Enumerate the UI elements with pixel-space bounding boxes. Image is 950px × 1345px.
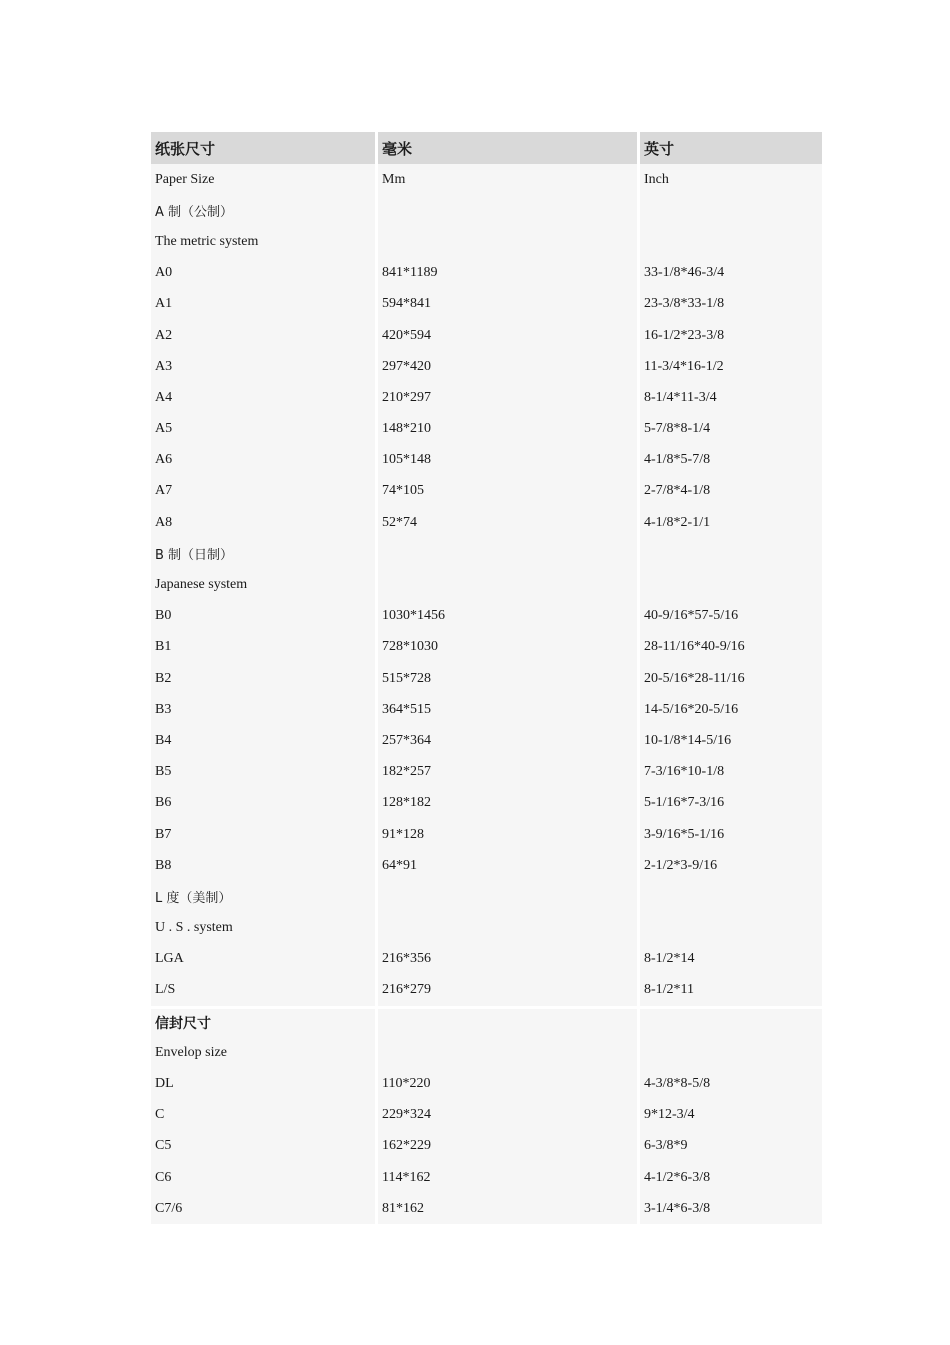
table-row — [151, 850, 822, 881]
size-mm-cell: 182*257 — [378, 757, 640, 788]
size-inch-cell: 11-3/4*16-1/2 — [640, 351, 822, 382]
size-inch-cell: 16-1/2*23-3/8 — [640, 320, 822, 351]
table-row — [151, 320, 822, 351]
size-inch-cell: 7-3/16*10-1/8 — [640, 757, 822, 788]
size-name-cell: A0 — [151, 258, 378, 289]
table-row — [151, 663, 822, 694]
size-name-cell: C5 — [151, 1131, 378, 1162]
size-name-cell: Envelop size — [151, 1037, 378, 1068]
size-inch-cell: 3-1/4*6-3/8 — [640, 1193, 822, 1224]
size-name-cell: 信封尺寸 — [151, 1006, 378, 1037]
size-mm-cell — [378, 881, 640, 912]
size-mm-cell: 257*364 — [378, 725, 640, 756]
table-row — [151, 725, 822, 756]
size-name-cell: A1 — [151, 289, 378, 320]
size-name-cell: B0 — [151, 601, 378, 632]
size-inch-cell: 4-1/8*5-7/8 — [640, 445, 822, 476]
size-inch-cell: 40-9/16*57-5/16 — [640, 601, 822, 632]
size-inch-cell: 6-3/8*9 — [640, 1131, 822, 1162]
size-inch-cell: 8-1/2*11 — [640, 975, 822, 1006]
size-mm-cell: 594*841 — [378, 289, 640, 320]
size-mm-cell: 110*220 — [378, 1068, 640, 1099]
size-mm-cell: Mm — [378, 164, 640, 195]
size-mm-cell: 52*74 — [378, 507, 640, 538]
size-name-cell: B1 — [151, 632, 378, 663]
size-name-cell: U . S . system — [151, 913, 378, 944]
size-name-cell: B3 — [151, 694, 378, 725]
size-inch-cell: 8-1/4*11-3/4 — [640, 382, 822, 413]
size-name-cell: C — [151, 1100, 378, 1131]
size-mm-cell: 841*1189 — [378, 258, 640, 289]
size-inch-cell: 33-1/8*46-3/4 — [640, 258, 822, 289]
size-mm-cell: 81*162 — [378, 1193, 640, 1224]
size-name-cell: B7 — [151, 819, 378, 850]
category-heading-row — [151, 195, 822, 226]
size-name-cell: C7/6 — [151, 1193, 378, 1224]
table-row — [151, 1131, 822, 1162]
category-heading-row — [151, 538, 822, 569]
size-name-cell: The metric system — [151, 226, 378, 257]
size-mm-cell: 74*105 — [378, 476, 640, 507]
size-inch-cell: 2-1/2*3-9/16 — [640, 850, 822, 881]
table-row — [151, 757, 822, 788]
table-row — [151, 569, 822, 600]
size-inch-cell — [640, 569, 822, 600]
table-row — [151, 1193, 822, 1224]
size-inch-cell: 4-1/2*6-3/8 — [640, 1162, 822, 1193]
size-inch-cell: 20-5/16*28-11/16 — [640, 663, 822, 694]
size-name-cell: A6 — [151, 445, 378, 476]
table-row — [151, 975, 822, 1006]
size-mm-cell — [378, 1006, 640, 1037]
size-inch-cell — [640, 913, 822, 944]
size-mm-cell: 364*515 — [378, 694, 640, 725]
size-inch-cell: 9*12-3/4 — [640, 1100, 822, 1131]
size-name-cell: L/S — [151, 975, 378, 1006]
header-row — [151, 132, 822, 164]
size-mm-cell: 420*594 — [378, 320, 640, 351]
table-body — [151, 164, 822, 1224]
size-mm-cell: 114*162 — [378, 1162, 640, 1193]
size-mm-cell — [378, 195, 640, 226]
size-mm-cell — [378, 913, 640, 944]
size-inch-cell — [640, 195, 822, 226]
size-inch-cell: 10-1/8*14-5/16 — [640, 725, 822, 756]
size-name-cell: DL — [151, 1068, 378, 1099]
header-millimeters: 毫米 — [378, 132, 640, 164]
size-inch-cell — [640, 1037, 822, 1068]
category-heading-row — [151, 881, 822, 912]
size-name-cell: Paper Size — [151, 164, 378, 195]
size-mm-cell — [378, 226, 640, 257]
size-name-cell: B2 — [151, 663, 378, 694]
size-mm-cell: 148*210 — [378, 414, 640, 445]
size-name-cell: B6 — [151, 788, 378, 819]
size-name-cell: Japanese system — [151, 569, 378, 600]
table-row — [151, 351, 822, 382]
size-name-cell: A4 — [151, 382, 378, 413]
table-row — [151, 289, 822, 320]
header-paper-size: 纸张尺寸 — [151, 132, 378, 164]
size-name-cell: C6 — [151, 1162, 378, 1193]
size-name-cell: A 制（公制） — [151, 195, 378, 226]
size-name-cell: LGA — [151, 944, 378, 975]
table-row — [151, 601, 822, 632]
size-name-cell: A3 — [151, 351, 378, 382]
table-row — [151, 944, 822, 975]
size-name-cell: B5 — [151, 757, 378, 788]
table-row — [151, 1162, 822, 1193]
size-name-cell: A5 — [151, 414, 378, 445]
size-inch-cell: 2-7/8*4-1/8 — [640, 476, 822, 507]
table-row — [151, 476, 822, 507]
table-row — [151, 819, 822, 850]
table-row — [151, 258, 822, 289]
size-inch-cell: 23-3/8*33-1/8 — [640, 289, 822, 320]
size-name-cell: L 度（美制） — [151, 881, 378, 912]
size-mm-cell: 728*1030 — [378, 632, 640, 663]
table-row — [151, 632, 822, 663]
section-heading-row — [151, 1006, 822, 1037]
size-inch-cell — [640, 881, 822, 912]
size-mm-cell: 515*728 — [378, 663, 640, 694]
size-mm-cell: 128*182 — [378, 788, 640, 819]
size-inch-cell: 14-5/16*20-5/16 — [640, 694, 822, 725]
header-inches: 英寸 — [640, 132, 822, 164]
table-row — [151, 164, 822, 195]
paper-size-table — [151, 132, 822, 1224]
size-mm-cell: 216*356 — [378, 944, 640, 975]
size-name-cell: B4 — [151, 725, 378, 756]
size-mm-cell: 229*324 — [378, 1100, 640, 1131]
table-row — [151, 414, 822, 445]
table-row — [151, 913, 822, 944]
size-inch-cell — [640, 538, 822, 569]
table-row — [151, 1100, 822, 1131]
table-row — [151, 226, 822, 257]
size-inch-cell: 5-1/16*7-3/16 — [640, 788, 822, 819]
size-inch-cell: 4-1/8*2-1/1 — [640, 507, 822, 538]
size-mm-cell — [378, 1037, 640, 1068]
size-inch-cell: 3-9/16*5-1/16 — [640, 819, 822, 850]
size-name-cell: B8 — [151, 850, 378, 881]
size-mm-cell: 216*279 — [378, 975, 640, 1006]
size-inch-cell: 5-7/8*8-1/4 — [640, 414, 822, 445]
table-header — [151, 132, 822, 164]
size-inch-cell: Inch — [640, 164, 822, 195]
size-mm-cell: 297*420 — [378, 351, 640, 382]
size-name-cell: B 制（日制） — [151, 538, 378, 569]
size-name-cell: A7 — [151, 476, 378, 507]
table-row — [151, 445, 822, 476]
size-mm-cell: 1030*1456 — [378, 601, 640, 632]
table-row — [151, 1068, 822, 1099]
size-inch-cell — [640, 226, 822, 257]
table-row — [151, 788, 822, 819]
size-mm-cell — [378, 538, 640, 569]
size-mm-cell: 162*229 — [378, 1131, 640, 1162]
size-inch-cell: 8-1/2*14 — [640, 944, 822, 975]
size-mm-cell — [378, 569, 640, 600]
size-mm-cell: 64*91 — [378, 850, 640, 881]
size-mm-cell: 210*297 — [378, 382, 640, 413]
size-inch-cell: 4-3/8*8-5/8 — [640, 1068, 822, 1099]
size-inch-cell: 28-11/16*40-9/16 — [640, 632, 822, 663]
table-row — [151, 694, 822, 725]
size-name-cell: A2 — [151, 320, 378, 351]
table-row — [151, 1037, 822, 1068]
table-row — [151, 507, 822, 538]
size-mm-cell: 91*128 — [378, 819, 640, 850]
table-row — [151, 382, 822, 413]
size-name-cell: A8 — [151, 507, 378, 538]
size-mm-cell: 105*148 — [378, 445, 640, 476]
size-inch-cell — [640, 1006, 822, 1037]
